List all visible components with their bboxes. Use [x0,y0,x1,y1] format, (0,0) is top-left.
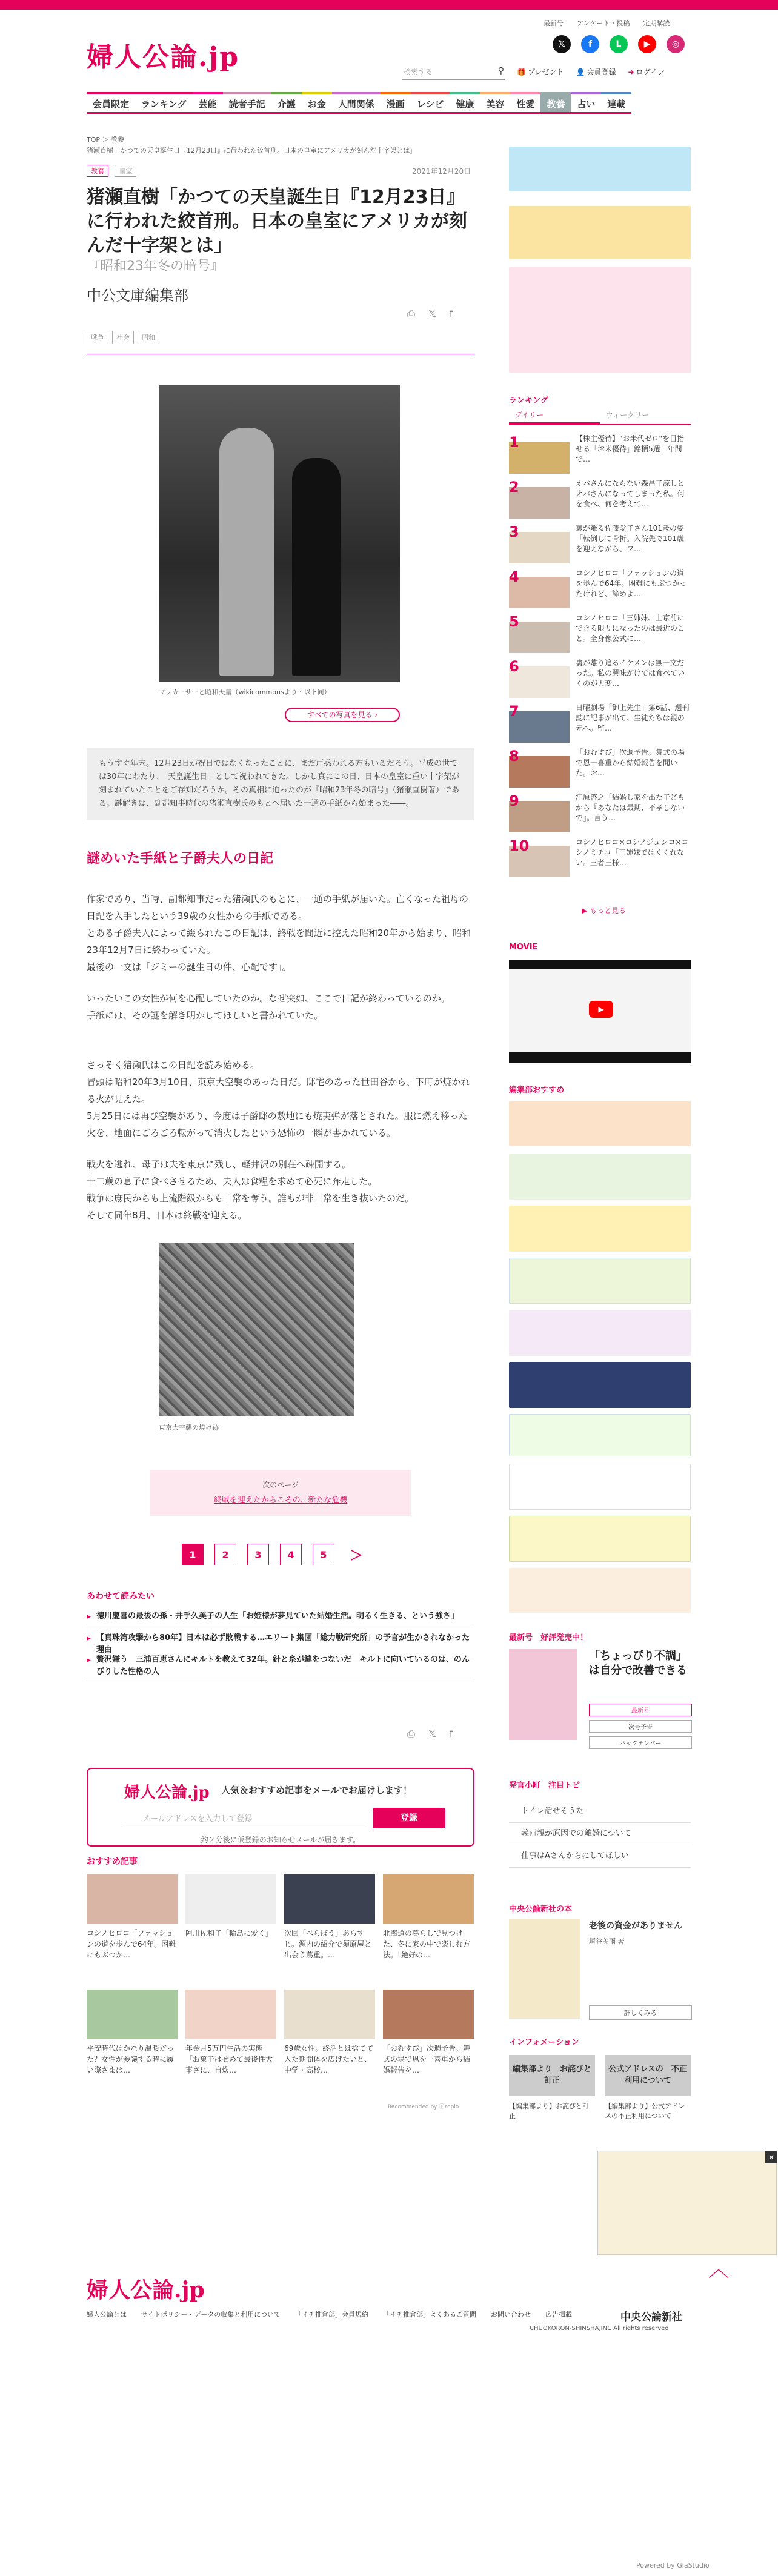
login-icon: ➜ [628,68,634,76]
nav-culture[interactable]: 教養 [540,92,571,112]
footer-copyright: CHUOKORON-SHINSHA,INC All rights reserved [530,2325,669,2332]
ranking-title: 裏が離り追るイケメンは無一文だった。私の興味がけでは食べていくのが大変… [576,659,685,688]
article-date: 2021年12月20日 [412,167,471,176]
footer-logo[interactable]: 婦人公論.jp [87,2277,205,2303]
newsletter-logo: 婦人公論.jp [124,1784,210,1802]
figure-right [292,458,341,676]
nav-money[interactable]: お金 [302,92,332,112]
also-read-item[interactable]: ▶ 贅沢嫌う 三浦百恵さんにキルトを教えて32年。針と糸が縫をつないだ キルトに向いているのは、のんびりした性格の人 [87,1651,474,1681]
breadcrumb-separator: ＞ [102,136,109,144]
user-icon: 👤 [576,68,585,76]
book-cover[interactable] [509,1919,580,2019]
nav-beauty[interactable]: 美容 [480,92,510,112]
nav-fortune[interactable]: 占い [571,92,601,112]
editor-banner[interactable] [509,1206,691,1252]
next-page-box[interactable] [150,1470,411,1516]
ranking-number: 8 [509,748,519,765]
newsletter-box [87,1768,474,1847]
ranking-number: 1 [509,434,519,451]
paragraph: そして同年8月、日本は終戦を迎える。 [87,1210,247,1221]
page-1[interactable]: 1 [182,1544,204,1565]
footer-link[interactable]: サイトポリシー・データの収集と利用について [141,2311,281,2319]
photo-macarthur-emperor[interactable] [159,385,400,682]
tab-weekly[interactable]: ウィークリー [606,411,650,419]
latest-issue-title: 「ちょっぴり不調」は自分で改善できる [589,1650,687,1677]
present-label: プレゼント [527,68,564,76]
editor-banner[interactable] [509,1568,691,1613]
komachi-heading: 発言小町 注目トピ [509,1781,580,1790]
card-image [383,1990,474,2039]
page-4[interactable]: 4 [280,1544,302,1565]
ranking-item[interactable] [509,837,691,878]
card-image [284,1874,375,1924]
header-links [544,18,670,28]
card-image [87,1990,178,2039]
ranking-number: 4 [509,568,519,585]
card-title: 69歳女性。終活とは捨てて入た期間体を広げたいと、中学・高校… [284,2044,374,2074]
page-2[interactable]: 2 [214,1544,236,1565]
also-read-item[interactable]: ▶ 徳川慶喜の最後の孫・井手久美子の人生「お姫様が夢見ていた結婚生活。明るく生きる、という強さ」 [87,1608,474,1625]
close-icon[interactable]: ✕ [765,2151,777,2163]
nav-love[interactable]: 性愛 [510,92,540,112]
ranking-item[interactable] [509,792,691,834]
editor-banner[interactable] [509,1362,691,1408]
ranking-item[interactable] [509,613,691,654]
back-number-button[interactable]: バックナンバー [589,1736,692,1749]
card-title: 阿川佐和子「輪島に愛く」 [185,1929,273,1937]
ad-banner-present[interactable] [509,206,691,259]
card-title: 北海道の暮らしで見つけた、冬に家の中で楽しむ方法。「絶好の… [383,1929,471,1959]
top-accent-bar [0,0,778,10]
x-icon[interactable]: 𝕏 [553,35,571,53]
paragraph: いったいこの女性が何を心配していたのか。なぜ突如、ここで日記が終わっているのか。 [87,993,450,1004]
ad-banner-club[interactable] [509,267,691,373]
editor-banner[interactable] [509,1101,691,1146]
email-placeholder: メールアドレスを入力して登録 [142,1814,253,1824]
article-tags [87,165,140,177]
login-button[interactable] [628,67,664,77]
member-label: 会員登録 [587,68,616,76]
view-all-photos-button[interactable]: すべての写真を見る › [285,708,400,722]
next-page-label: 次のページ [262,1481,299,1489]
ranking-title: コシノヒロコ「三姉妹、上京前にできる限りになったのは最近のこと。全身像公式に… [576,614,685,643]
share-buttons-top [407,308,453,320]
print-icon[interactable]: ⎙ [407,1728,415,1739]
page-5[interactable]: 5 [313,1544,334,1565]
article-title: 猪瀬直樹「かつての天皇誕生日『12月23日』に行われた絞首刑。日本の皇室にアメリカが刻んだ十字架とは」 [87,187,467,256]
paragraph: とある子爵夫人によって綴られたこの日記は、終戦を間近に控えた昭和20年から始まり、昭和23年12月7日に終わっていた。 [87,928,471,955]
facebook-share-icon[interactable]: f [449,308,453,319]
card-title: 「おむすび」次週予告。舞式の場で恩を一喜重から結婚報告を… [383,2044,471,2074]
card-image [185,1874,276,1924]
recommended-card[interactable] [383,1990,474,2074]
view-all-photos-label: すべての写真を見る [307,711,373,719]
register-button[interactable]: 登録 [373,1808,445,1828]
ranking-item[interactable] [509,748,691,789]
book-author: 垣谷美雨 著 [589,1937,625,1945]
breadcrumb-current: 猪瀬直樹「かつての天皇誕生日『12月23日』に行われた絞首刑。日本の皇室にアメリカが刻んだ十字架とは」 [87,147,417,154]
header-buttons [517,67,665,77]
print-icon[interactable]: ⎙ [407,308,415,319]
photo-air-raid-ruins[interactable] [159,1243,354,1416]
ranking-number: 6 [509,658,519,675]
card-image [87,1874,178,1924]
keyword-tags [87,331,159,344]
card-title: 平安時代はかなり温暖だった？女性が参議する時に履い際さまは… [87,2044,175,2074]
floating-ad[interactable] [597,2151,777,2255]
paragraph: 戦争は庶民からも上流階級からも日常を奪う。誰もが非日常を生き抜いたのだ。 [87,1193,414,1204]
kw-tag-showa[interactable]: 昭和 [138,331,159,344]
books-heading: 中央公論新社の本 [509,1905,573,1914]
body-block-2 [87,990,474,1024]
card-image [185,1990,276,2039]
link-survey[interactable]: アンケート・投稿 [577,19,630,27]
info-text: 【編集部より】公式アドレスの不正利用について [605,2102,685,2120]
movie-player[interactable] [509,960,691,1063]
ranking-item[interactable] [509,658,691,699]
card-title: 次回「べらぼう」あらすじ。源内の紹介で須原屋と出会う蔦重。… [284,1929,372,1959]
search-placeholder: 検索する [404,68,433,76]
info-banner-address[interactable]: 公式アドレスの 不正利用について [605,2055,691,2096]
recommended-card[interactable] [87,1990,178,2074]
card-title: 年金月5万円生活の実態「お菓子はせめて最後性大事さに、自炊… [185,2044,273,2074]
present-button[interactable] [517,67,564,77]
recommended-card[interactable] [383,1874,474,1959]
facebook-share-icon[interactable]: f [449,1728,453,1739]
email-field[interactable] [124,1808,367,1827]
paragraph: 作家であり、当時、副都知事だった猪瀬氏のもとに、一通の手紙が届いた。亡くなった祖母の日記を入手したという39歳の女性からの手紙である。 [87,894,469,921]
card-title: コシノヒロコ「ファッションの道を歩んで64年。困難にもぶつか… [87,1929,176,1959]
card-image [284,1990,375,2039]
login-label: ログイン [636,68,665,76]
link-subscription[interactable]: 定期購読 [643,19,670,27]
nav-relationships[interactable]: 人間関係 [332,92,381,112]
paragraph: 5月25日には再び空襲があり、今度は子爵邸の敷地にも焼夷弾が落とされた。服に燃え移った火を、地面にごろごろ転がって消火したという恐怖の一瞬が書かれている。 [87,1110,468,1138]
youtube-icon[interactable]: ▶ [638,35,656,53]
ranking-number: 7 [509,703,519,720]
also-read-heading: あわせて読みたい [87,1592,155,1601]
ranking-more-link[interactable]: ▶ もっと見る [582,906,627,915]
pagination [182,1544,367,1565]
back-to-top-icon[interactable]: ︿ [708,2257,729,2282]
facebook-icon[interactable]: f [581,35,599,53]
book-title: 老後の資金がありません [589,1921,682,1931]
share-buttons-bottom [407,1728,453,1740]
breadcrumb-category[interactable]: 教養 [111,136,125,144]
body-block-3 [87,1057,474,1141]
recommended-card[interactable] [185,1990,276,2074]
komachi-item[interactable]: トイレ話せそうた [509,1801,691,1823]
latest-issue-buttons [589,1704,692,1749]
editor-banner[interactable] [509,1516,691,1562]
ranking-number: 10 [509,837,530,854]
editor-banner[interactable] [509,1464,691,1510]
article-lead: もうすぐ年末。12月23日が祝日ではなくなったことに、まだ戸惑われる方もいるだろう。平成の世では30年にわたり、「天皇誕生日」として祝われてきた。しかし真にこの日、日本の皇室に重い十字架が刻まれていたことをご存知だろうか。その真相に迫ったのが『昭和23年冬の暗号』（猪瀬直樹著）である。謎解きは、副都知事時代の猪瀬直樹氏のもとへ届いた一通の手紙から始まった――。 [87,748,474,820]
ranking-title: 裏が離る佐藤愛子さん101歳の姿「転倒して骨折。入院先で101歳を迎えながら、フ… [576,524,684,553]
tag-imperial[interactable]: 皇室 [115,165,136,177]
recommended-by: Recommended by ⓘzoplo [388,2104,459,2110]
nav-entertainment[interactable]: 芸能 [193,92,223,112]
ranking-number: 9 [509,792,519,809]
ranking-heading: ランキング [509,396,548,405]
info-heading: インフォメーション [509,2038,579,2047]
paragraph: さっそく猪瀬氏はこの日記を読み始める。 [87,1060,260,1071]
breadcrumb [87,134,474,156]
play-icon[interactable]: ▶ [589,1001,613,1018]
movie-heading: MOVIE [509,943,538,952]
nav-series[interactable]: 連載 [601,92,631,112]
footer-nav [87,2309,572,2319]
ranking-title: 日曜劇場「御上先生」第6話、週刊誌に記事が出て、生徒たちは親の元へ。監… [576,703,690,732]
komachi-list [509,1801,691,1868]
recommended-card[interactable] [185,1874,276,1950]
book-detail-button[interactable]: 詳しくみる [589,2005,692,2020]
link-latest-issue[interactable]: 最新号 [544,19,564,27]
editor-picks-heading: 編集部おすすめ [509,1086,565,1095]
footer-company[interactable]: 中央公論新社 [620,2311,682,2323]
ranking-title: 【株主優待】"お米代ゼロ"を目指せる「お米優待」銘柄5選！年間で… [576,434,685,463]
info-banner-correction[interactable]: 編集部より お詫びと訂正 [509,2055,595,2096]
magazine-cover[interactable] [509,1649,577,1740]
nav-recipe[interactable]: レシピ [411,92,450,112]
ad-banner-robot[interactable] [509,147,691,191]
tab-daily[interactable]: デイリー [509,407,600,424]
ranking-number: 2 [509,479,519,496]
next-page-link[interactable]: 終戦を迎えたからこその、新たな危機 [213,1496,348,1505]
figure-left [219,428,274,676]
site-logo[interactable]: 婦人公論.jp [87,42,240,73]
social-links [553,35,685,53]
also-read-item[interactable]: ▶ 【真珠湾攻撃から80年】日本は必ず敗戦する…エリート集団「総力戦研究所」の予言が生かされなかった理由 [87,1630,474,1659]
breadcrumb-top[interactable]: TOP [87,136,101,144]
ranking-item[interactable] [509,479,691,520]
instagram-icon[interactable]: ◎ [667,35,685,53]
nav-care[interactable]: 介護 [271,92,302,112]
line-icon[interactable]: L [610,35,628,53]
newsletter-text: 人気＆おすすめ記事をメールでお届けします！ [221,1785,412,1796]
footer-link[interactable]: 広告掲載 [545,2311,573,2319]
kw-tag-war[interactable]: 戦争 [87,331,108,344]
next-page-arrow[interactable]: ＞ [349,1548,363,1564]
tag-culture[interactable]: 教養 [87,165,108,177]
paragraph: 冒頭は昭和20年3月10日、東京大空襲のあった日だ。邸宅のあった世田谷から、下町が焼かれる火が見えた。 [87,1077,470,1104]
ranking-title: コシノヒロコ「ファッションの道を歩んで64年。困難にもぶつかったけれど、諦めよ… [576,569,687,598]
footer-link[interactable]: お問い合わせ [491,2311,531,2319]
ranking-item[interactable] [509,434,691,475]
editor-banner[interactable] [509,1414,691,1456]
search-input[interactable] [402,64,505,80]
info-text: 【編集部より】お詫びと訂正 [509,2102,589,2120]
photo2-caption: 東京大空襲の焼け跡 [159,1424,219,1432]
nav-health[interactable]: 健康 [450,92,480,112]
footer-link[interactable]: 「イチ推倉部」よくあるご質問 [383,2311,477,2319]
card-image [383,1874,474,1924]
article-subtitle: 『昭和23年冬の暗号』 [87,259,224,274]
ranking-title: オバさんにならない森昌子涼しとオバさんになってしまった私。何を食べ、何を考えて… [576,479,685,508]
newsletter-note: 約２分後に仮登録のお知らせメールが届きます。 [201,1836,361,1844]
komachi-item[interactable]: 義両親が原因での離婚について [509,1823,691,1845]
nav-ranking[interactable]: ランキング [135,92,193,112]
gift-icon: 🎁 [517,68,526,76]
ranking-number: 3 [509,523,519,540]
editor-banner[interactable] [509,1258,691,1304]
ranking-more-label: もっと見る [590,906,627,915]
paragraph: 十二歳の息子に食べさせるため、夫人は食糧を求めて必死に奔走した。 [87,1176,377,1187]
ranking-title: 「おむすび」次週予告。舞式の場で恩一喜重から結婚報告を聞いた。お… [576,748,685,777]
ranking-title: 江原啓之「結婚し家を出た子どもから『あなたは最期、不孝しないで』。言う… [576,793,685,822]
recommended-heading: おすすめ記事 [87,1857,138,1867]
search-icon[interactable]: ⚲ [497,66,504,76]
member-button[interactable] [576,67,616,77]
article-author: 中公文庫編集部 [87,287,188,304]
page-3[interactable]: 3 [247,1544,269,1565]
recommended-card[interactable] [284,1874,375,1959]
x-share-icon[interactable]: 𝕏 [428,1728,436,1739]
latest-issue-heading: 最新号 好評発売中！ [509,1633,588,1642]
nav-manga[interactable]: 漫画 [381,92,411,112]
kw-tag-society[interactable]: 社会 [112,331,134,344]
body-block-1 [87,891,474,975]
ranking-title: コシノヒロコ×コシノジュンコ×コシノミチコ「三姉妹ではくくれない。三者三様… [576,838,689,867]
section-heading: 謎めいた手紙と子爵夫人の日記 [87,851,274,866]
paragraph: 戦火を逃れ、母子は夫を東京に残し、軽井沢の別荘へ疎開する。 [87,1159,351,1170]
nav-reader-notes[interactable]: 読者手記 [223,92,271,112]
footer-link[interactable]: 「イチ推倉部」会員規約 [295,2311,369,2319]
editor-banner[interactable] [509,1154,691,1200]
ranking-number: 5 [509,613,519,630]
next-issue-button[interactable]: 次号予告 [589,1720,692,1733]
body-block-4 [87,1156,474,1224]
nav-members[interactable]: 会員限定 [87,92,135,112]
ranking-item[interactable] [509,523,691,565]
movie-screen [509,969,691,1052]
editor-banner[interactable] [509,1310,691,1356]
latest-issue-button[interactable]: 最新号 [589,1704,692,1716]
footer-link[interactable]: 婦人公論とは [87,2311,127,2319]
ranking-item[interactable] [509,568,691,609]
komachi-item[interactable]: 仕事はAさんからにしてほしい [509,1845,691,1868]
recommended-card[interactable] [284,1990,375,2074]
global-nav [87,92,631,114]
photo-caption: マッカーサーと昭和天皇（wikicommonsより・以下同） [159,688,331,696]
paragraph: 最後の一文は「ジミーの誕生日の件、心配です」。 [87,961,291,972]
paragraph: 手紙には、その謎を解き明かしてほしいと書かれていた。 [87,1010,324,1021]
ranking-tabs [509,407,691,425]
ranking-item[interactable] [509,703,691,744]
x-share-icon[interactable]: 𝕏 [428,308,436,319]
recommended-card[interactable] [87,1874,178,1959]
powered-by: Powered by GlaStudio [636,2561,710,2569]
